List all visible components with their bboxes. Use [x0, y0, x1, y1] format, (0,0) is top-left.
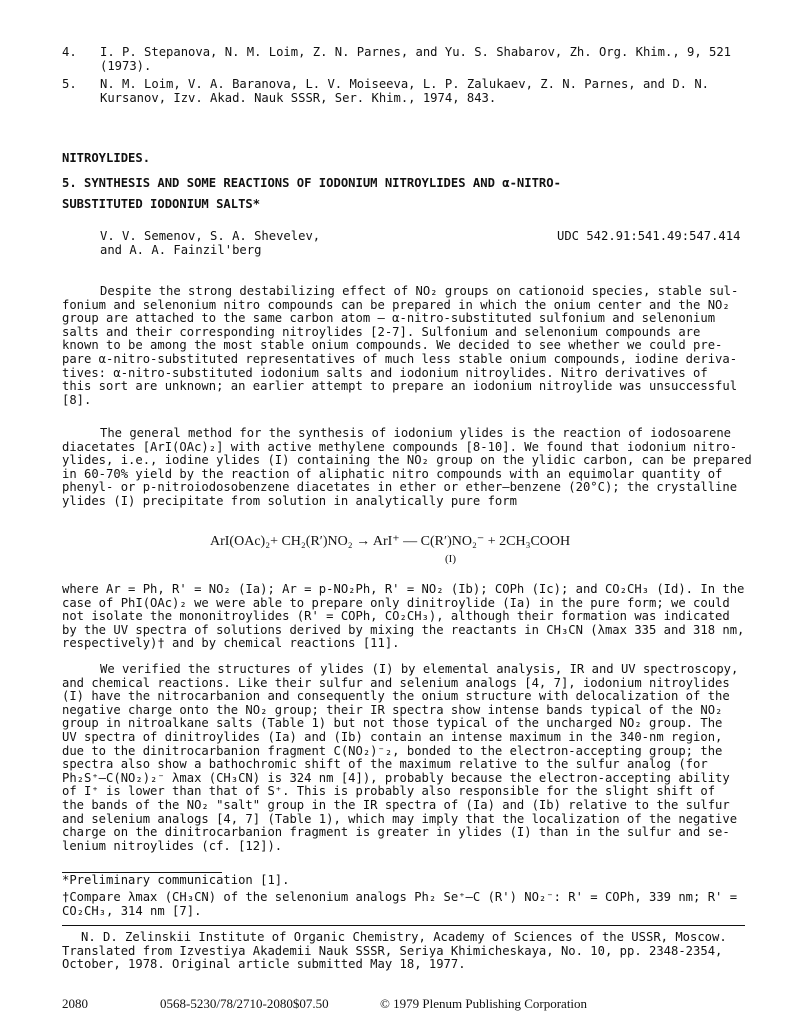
text-line: negative charge onto the NO₂ group; their IR spectra show intense bands typical of the NO₂ [62, 702, 723, 717]
text-line: this sort are unknown; an earlier attempt to prepare an iodonium nitroylide was unsuccessful [62, 379, 738, 394]
article-code: 0568-5230/78/2710-2080$07.50 [160, 996, 329, 1011]
copyright-notice: © 1979 Plenum Publishing Corporation [380, 996, 588, 1011]
page-number: 2080 [62, 996, 88, 1011]
affiliation-block [62, 931, 762, 972]
text-line: known to be among the most stable onium compounds. We decided to see whether we could pre- [62, 338, 723, 353]
footnote-line: CO₂CH₃, 314 nm [7]. [62, 903, 202, 918]
text-line: due to the dinitrocarbanion fragment C(NO₂)⁻₂, bonded to the electron-accepting group; the [62, 743, 723, 758]
text-line: by the UV spectra of solutions derived by mixing the reactants in CH₃CN (λmax 335 and 318 nm, [62, 622, 745, 637]
equation-label: (I) [445, 553, 456, 565]
text-line: tives: α-nitro-substituted iodonium salts and iodonium nitroylides. Nitro derivatives of [62, 365, 708, 380]
reference-line: (1973). [100, 58, 152, 73]
reaction-equation [210, 534, 610, 565]
text-line: case of PhI(OAc)₂ we were able to prepare only dinitroylide (Ia) in the pure form; we could [62, 595, 730, 610]
paragraph-2 [62, 426, 752, 509]
footnote-line: †Compare λmax (CH₃CN) of the selenonium analogs Ph₂ Se⁺—C (R') NO₂⁻: R' = COPh, 339 nm; R' = [62, 890, 738, 904]
text-line: Ph₂S⁺—C(NO₂)₂⁻ λmax (CH₃CN) is 324 nm [4]), probably because the electron-accepting ability [62, 770, 730, 785]
article-title-line1: 5. SYNTHESIS AND SOME REACTIONS OF IODONIUM NITROYLIDES AND α-NITRO- [62, 176, 561, 190]
authors-line: and A. A. Fainzil'berg [100, 242, 262, 257]
text-line: of I⁺ is lower than that of S⁺. This is probably also responsible for the slight shift of [62, 784, 716, 799]
text-line: diacetates [ArI(OAc)₂] with active methylene compounds [8-10]. We found that iodonium nitro- [62, 439, 738, 454]
footnote-1: *Preliminary communication [1]. [62, 873, 290, 887]
text-line: lenium nitroylides (cf. [12]). [62, 838, 283, 853]
udc-code: UDC 542.91:541.49:547.414 [557, 229, 741, 243]
reference-line: I. P. Stepanova, N. M. Loim, Z. N. Parnes, and Yu. S. Shabarov, Zh. Org. Khim., 9, 521 [100, 45, 732, 59]
text-line: the bands of the NO₂ "salt" group in the IR spectra of (Ia) and (Ib) relative to the sulfur [62, 797, 730, 812]
affiliation-line: Translated from Izvestiya Akademii Nauk SSSR, Seriya Khimicheskaya, No. 10, pp. 2348-2354, [62, 943, 723, 958]
reference-line: Kursanov, Izv. Akad. Nauk SSSR, Ser. Khim., 1974, 843. [100, 90, 497, 105]
article-title-line2: SUBSTITUTED IODONIUM SALTS* [62, 197, 261, 211]
section-heading: NITROYLIDES. [62, 151, 151, 165]
text-line: ylides (I) precipitate from solution in analytically pure form [62, 493, 517, 508]
text-line: not isolate the mononitroylides (R' = COPh, CO₂CH₃), although their formation was indicated [62, 609, 730, 624]
text-line: (I) have the nitrocarbanion and consequently the onium structure with delocalization of the [62, 689, 730, 704]
text-line: where Ar = Ph, R' = NO₂ (Ia); Ar = p-NO₂Ph, R' = NO₂ (Ib); COPh (Ic); and CO₂CH₃ (Id). In the [62, 582, 745, 596]
text-line: The general method for the synthesis of iodonium ylides is the reaction of iodosoarene [100, 426, 732, 440]
text-line: We verified the structures of ylides (I) by elemental analysis, IR and UV spectroscopy, [100, 662, 739, 676]
authors-line: V. V. Semenov, S. A. Shevelev, [100, 229, 321, 243]
reference-5 [62, 78, 762, 105]
text-line: charge on the dinitrocarbanion fragment is greater in ylides (I) than in the sulfur and se- [62, 825, 730, 840]
reference-line: N. M. Loim, V. A. Baranova, L. V. Moiseeva, L. P. Zalukaev, Z. N. Parnes, and D. N. [100, 77, 710, 91]
text-line: Despite the strong destabilizing effect of NO₂ groups on cationoid species, stable sul- [100, 284, 739, 298]
text-line: and selenium analogs [4, 7] (Table 1), which may imply that the localization of the negative [62, 811, 738, 826]
affiliation-line: October, 1978. Original article submitted May 18, 1977. [62, 957, 466, 972]
authors [100, 230, 400, 257]
affiliation-line: N. D. Zelinskii Institute of Organic Chemistry, Academy of Sciences of the USSR, Moscow. [81, 930, 727, 944]
equation-text: ArI(OAc)₂+ CH₂(R′)NO₂ → ArI⁺ — C(R′)NO₂⁻ + 2CH₃COOH [210, 534, 571, 549]
text-line: group in nitroalkane salts (Table 1) but not those typical of the uncharged NO₂ group. The [62, 716, 723, 731]
reference-4 [62, 46, 762, 73]
text-line: [8]. [62, 392, 92, 407]
paragraph-4 [62, 663, 745, 853]
reference-number: 5. [62, 77, 77, 91]
text-line: spectra also show a bathochromic shift of the maximum relative to the sulfur analog (for [62, 757, 708, 772]
text-line: ylides, i.e., iodine ylides (I) containing the NO₂ group on the ylidic carbon, can be prepared [62, 453, 752, 468]
text-line: UV spectra of dinitroylides (Ia) and (Ib) contain an intense maximum in the 340-nm region, [62, 729, 723, 744]
text-line: and chemical reactions. Like their sulfur and selenium analogs [4, 7], iodonium nitroylides [62, 675, 730, 690]
affiliation-rule [62, 925, 745, 926]
footnote-2 [62, 891, 762, 918]
text-line: fonium and selenonium nitro compounds can be prepared in which the onium center and the NO₂ [62, 297, 730, 312]
text-line: pare α-nitro-substituted representatives of much less stable onium compounds, iodine deriva- [62, 351, 738, 366]
paragraph-3 [62, 583, 745, 651]
text-line: in 60-70% yield by the reaction of aliphatic nitro compounds with an equimolar quantity of [62, 466, 723, 481]
paragraph-1 [62, 285, 745, 407]
text-line: group are attached to the same carbon atom — α-nitro-substituted sulfonium and selenonium [62, 311, 716, 326]
text-line: phenyl- or p-nitroiodosobenzene diacetates in ether or ether—benzene (20°C); the crystalline [62, 480, 738, 495]
reference-number: 4. [62, 45, 77, 59]
text-line: respectively)† and by chemical reactions [11]. [62, 636, 400, 651]
text-line: salts and their corresponding nitroylides [2-7]. Sulfonium and selenonium compounds are [62, 324, 701, 339]
